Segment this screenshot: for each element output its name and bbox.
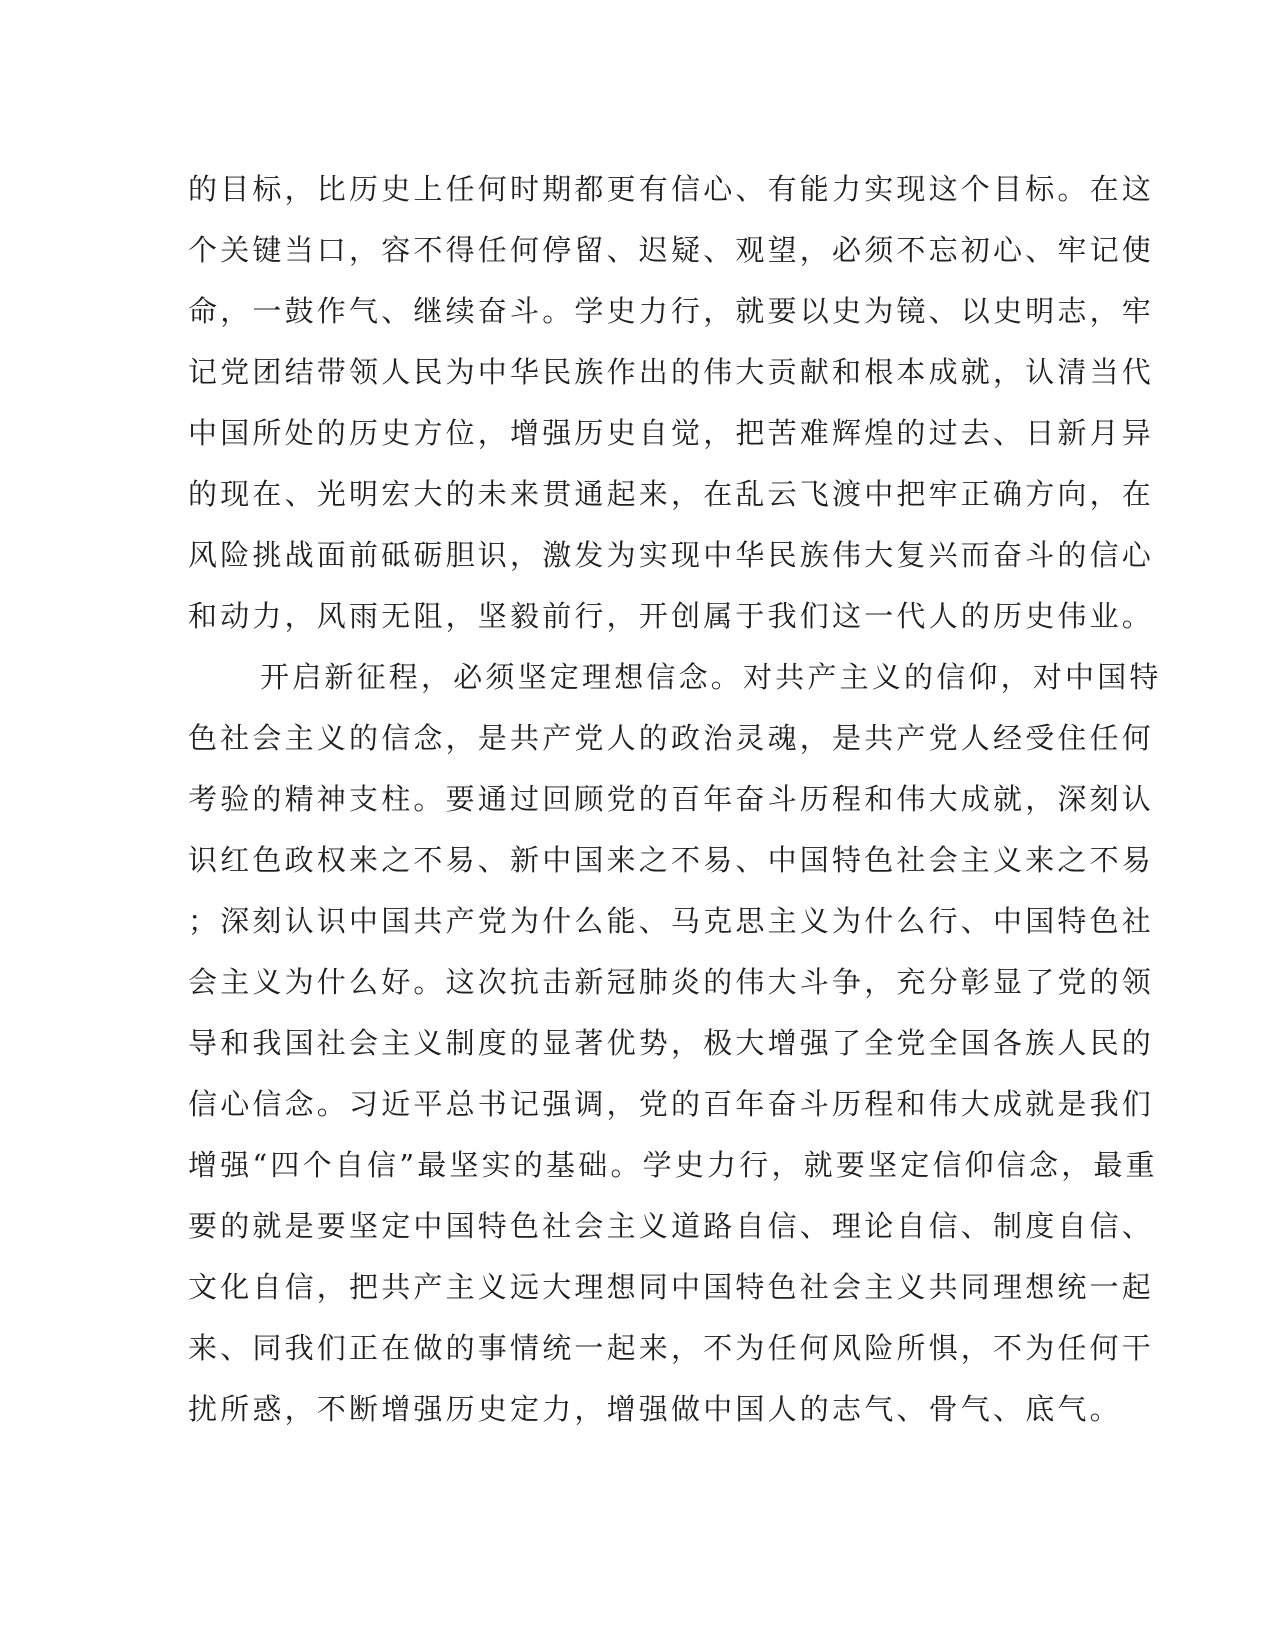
text-line: 中国所处的历史方位，增强历史自觉，把苦难辉煌的过去、日新月异 xyxy=(188,416,1155,450)
text-line: 增强“四个自信”最坚实的基础。学史力行，就要坚定信仰信念，最重 xyxy=(188,1148,1158,1182)
paragraph xyxy=(188,647,1162,1440)
text-line: 扰所惑，不断增强历史定力，增强做中国人的志气、骨气、底气。 xyxy=(188,1392,1122,1426)
text-line: 色社会主义的信念，是共产党人的政治灵魂，是共产党人经受住任何 xyxy=(188,721,1155,755)
text-line: 风险挑战面前砥砺胆识，激发为实现中华民族伟大复兴而奋斗的信心 xyxy=(188,538,1155,572)
text-line: 和动力，风雨无阻，坚毅前行，开创属于我们这一代人的历史伟业。 xyxy=(188,599,1155,633)
text-line: 导和我国社会主义制度的显著优势，极大增强了全党全国各族人民的 xyxy=(188,1026,1155,1060)
text-line: 记党团结带领人民为中华民族作出的伟大贡献和根本成就，认清当代 xyxy=(188,355,1155,389)
text-line: ；深刻认识中国共产党为什么能、马克思主义为什么行、中国特色社 xyxy=(188,904,1155,938)
text-line: 会主义为什么好。这次抗击新冠肺炎的伟大斗争，充分彰显了党的领 xyxy=(188,965,1155,999)
text-line: 文化自信，把共产主义远大理想同中国特色社会主义共同理想统一起 xyxy=(188,1270,1155,1304)
text-line: 个关键当口，容不得任何停留、迟疑、观望，必须不忘初心、牢记使 xyxy=(188,233,1155,267)
text-line: 识红色政权来之不易、新中国来之不易、中国特色社会主义来之不易 xyxy=(188,843,1155,877)
body-text xyxy=(188,159,1162,1440)
text-line: 考验的精神支柱。要通过回顾党的百年奋斗历程和伟大成就，深刻认 xyxy=(188,782,1155,816)
paragraph xyxy=(188,159,1155,647)
text-line: 的目标，比历史上任何时期都更有信心、有能力实现这个目标。在这 xyxy=(188,172,1155,206)
text-line: 来、同我们正在做的事情统一起来，不为任何风险所惧，不为任何干 xyxy=(188,1331,1155,1365)
text-line: 信心信念。习近平总书记强调，党的百年奋斗历程和伟大成就是我们 xyxy=(188,1087,1155,1121)
text-line: 开启新征程，必须坚定理想信念。对共产主义的信仰，对中国特 xyxy=(260,660,1162,694)
text-line: 命，一鼓作气、继续奋斗。学史力行，就要以史为镜、以史明志，牢 xyxy=(188,294,1155,328)
text-line: 的现在、光明宏大的未来贯通起来，在乱云飞渡中把牢正确方向，在 xyxy=(188,477,1155,511)
text-line: 要的就是要坚定中国特色社会主义道路自信、理论自信、制度自信、 xyxy=(188,1209,1155,1243)
